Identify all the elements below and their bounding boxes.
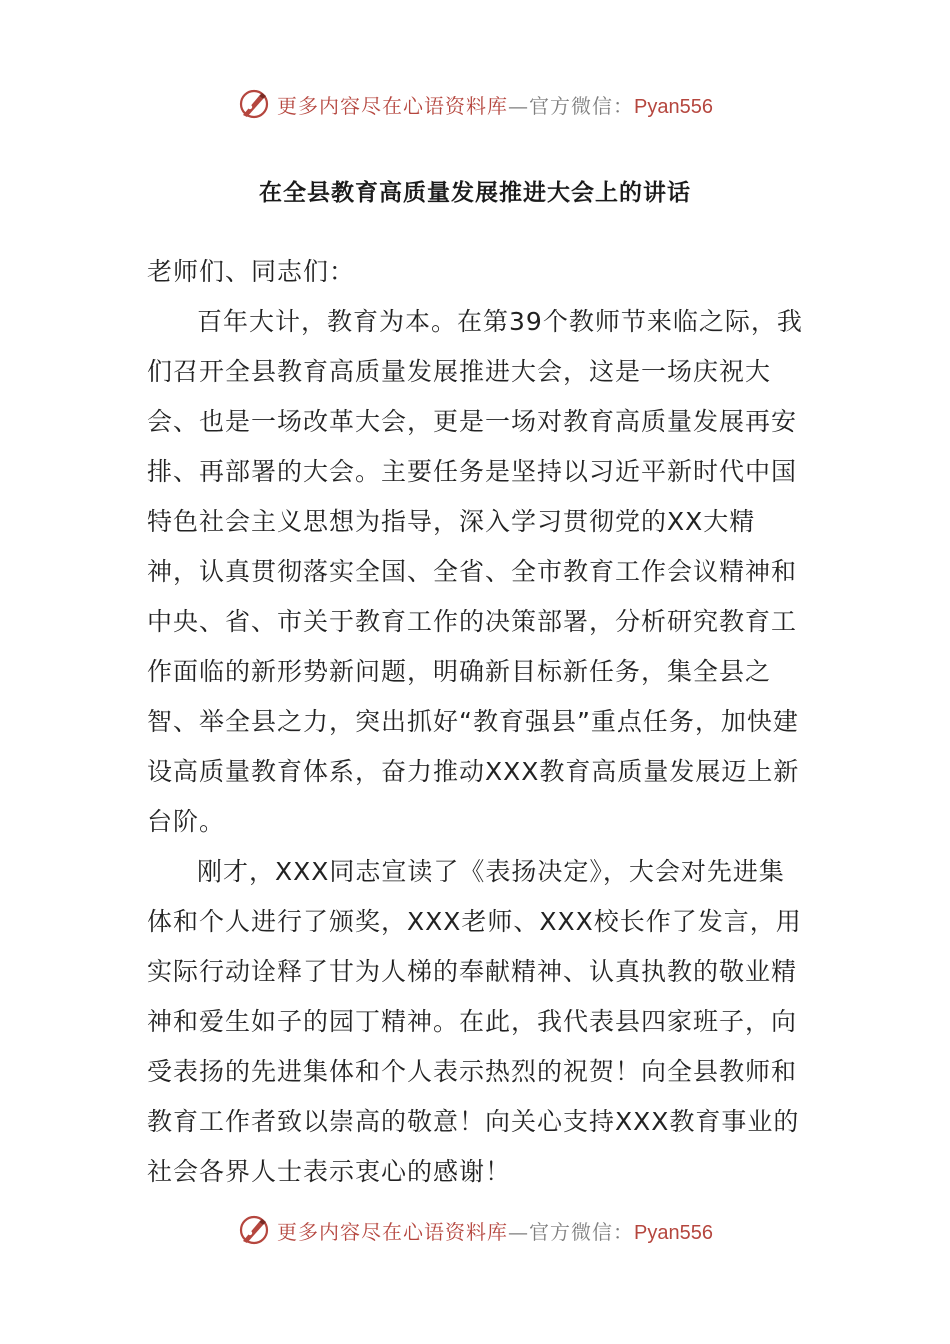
watermark-brand-text: 更多内容尽在心语资料库 (277, 93, 509, 118)
pen-circle-logo-icon (237, 1213, 271, 1247)
paragraph-1: 百年大计，教育为本。在第39个教师节来临之际，我们召开全县教育高质量发展推进大会，这是一场庆祝大会、也是一场改革大会，更是一场对教育高质量发展再安排、再部署的大会。主要任务是坚持以习近平新时代中国特色社会主义思想为指导，深入学习贯彻党的XX大精神，认真贯彻落实全国、全省、全市教育工作会议精神和中央、省、市关于教育工作的决策部署，分析研究教育工作面临的新形势新问题，明确新目标新任务，集全县之智、举全县之力，突出抓好“教育强县”重点任务，加快建设高质量教育体系，奋力推动XXX教育高质量发展迈上新台阶。 (147, 307, 803, 836)
watermark-label-text: —官方微信： (508, 93, 635, 118)
pen-circle-logo-icon (237, 87, 271, 121)
salutation: 老师们、同志们： (147, 257, 356, 286)
watermark-label-text: —官方微信： (508, 1219, 635, 1244)
watermark-brand-text: 更多内容尽在心语资料库 (277, 1219, 509, 1244)
footer-watermark (0, 1208, 950, 1252)
watermark-wechat-id: Pyan556 (634, 1221, 713, 1244)
header-watermark (0, 82, 950, 126)
document-body (147, 247, 807, 1197)
watermark-text (277, 90, 713, 119)
document-title: 在全县教育高质量发展推进大会上的讲话 (259, 179, 691, 206)
watermark-wechat-id: Pyan556 (634, 95, 713, 118)
watermark-text (277, 1216, 713, 1245)
paragraph-2: 刚才，XXX同志宣读了《表扬决定》，大会对先进集体和个人进行了颁奖，XXX老师、XXX校长作了发言，用实际行动诠释了甘为人梯的奉献精神、认真执教的敬业精神和爱生如子的园丁精神。在此，我代表县四家班子，向受表扬的先进集体和个人表示热烈的祝贺！向全县教师和教育工作者致以崇高的敬意！向关心支持XXX教育事业的社会各界人士表示衷心的感谢！ (147, 857, 802, 1186)
